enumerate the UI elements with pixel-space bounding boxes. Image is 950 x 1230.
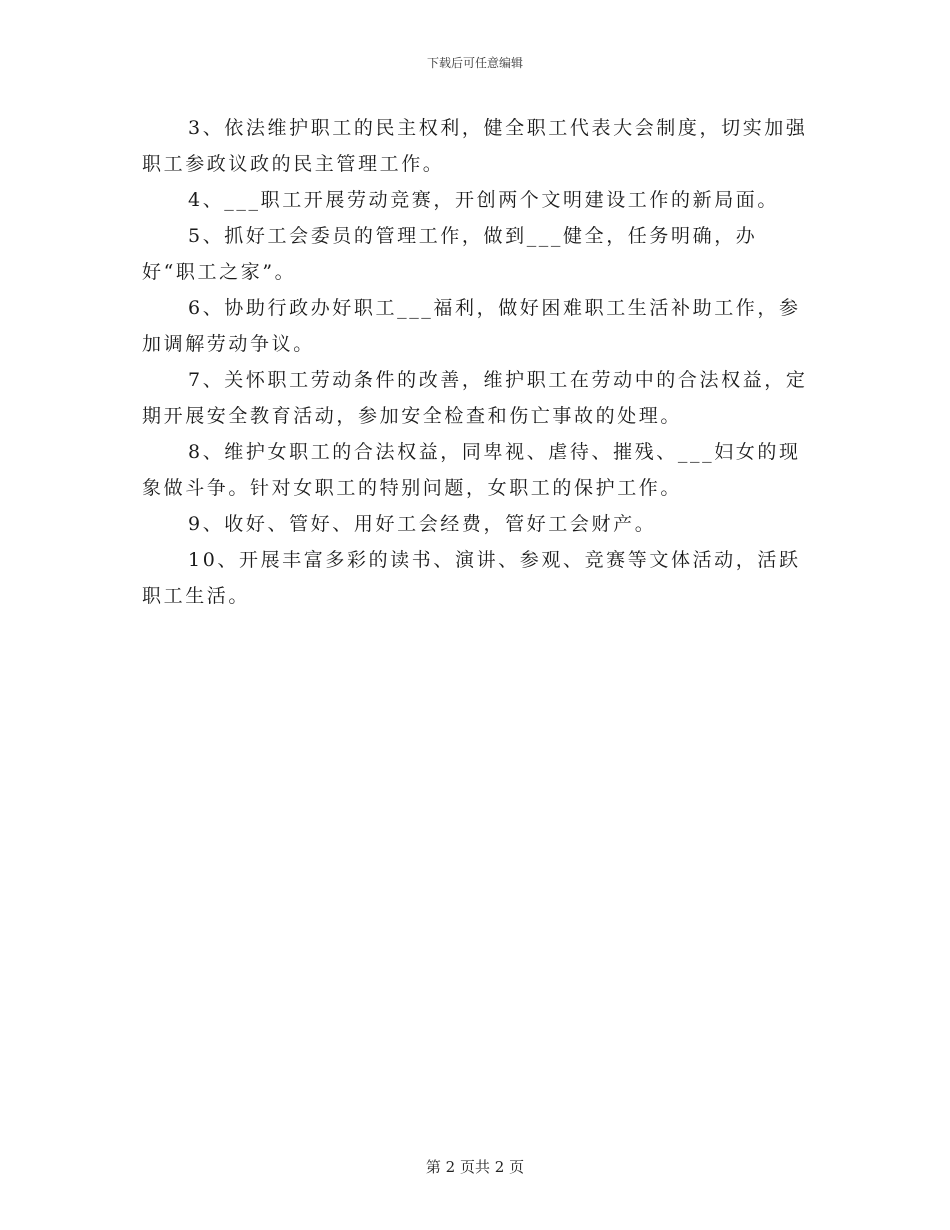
paragraph-item-4: 4、___职工开展劳动竞赛，开创两个文明建设工作的新局面。 (188, 189, 779, 211)
paragraph-item-8: 8、维护女职工的合法权益，同卑视、虐待、摧残、___妇女的现象做斗争。针对女职工的特别问题，女职工的保护工作。 (142, 441, 801, 499)
paragraph-item-6: 6、协助行政办好职工___福利，做好困难职工生活补助工作，参加调解劳动争议。 (142, 297, 801, 355)
paragraph-item-7: 7、关怀职工劳动条件的改善，维护职工在劳动中的合法权益，定期开展安全教育活动，参加安全检查和伤亡事故的处理。 (142, 369, 808, 427)
paragraph-item-5: 5、抓好工会委员的管理工作，做到___健全，任务明确，办好“职工之家”。 (142, 225, 758, 283)
document-body (142, 110, 810, 614)
paragraph-item-9: 9、收好、管好、用好工会经费，管好工会财产。 (188, 513, 657, 535)
paragraph-item-10: 10、开展丰富多彩的读书、演讲、参观、竞赛等文体活动，活跃职工生活。 (142, 549, 801, 607)
paragraph-item-3: 3、依法维护职工的民主权利，健全职工代表大会制度，切实加强职工参政议政的民主管理工作。 (142, 117, 808, 175)
page-number-footer: 第 2 页共 2 页 (425, 1158, 525, 1176)
page-header: 下载后可任意编辑 (426, 56, 523, 70)
